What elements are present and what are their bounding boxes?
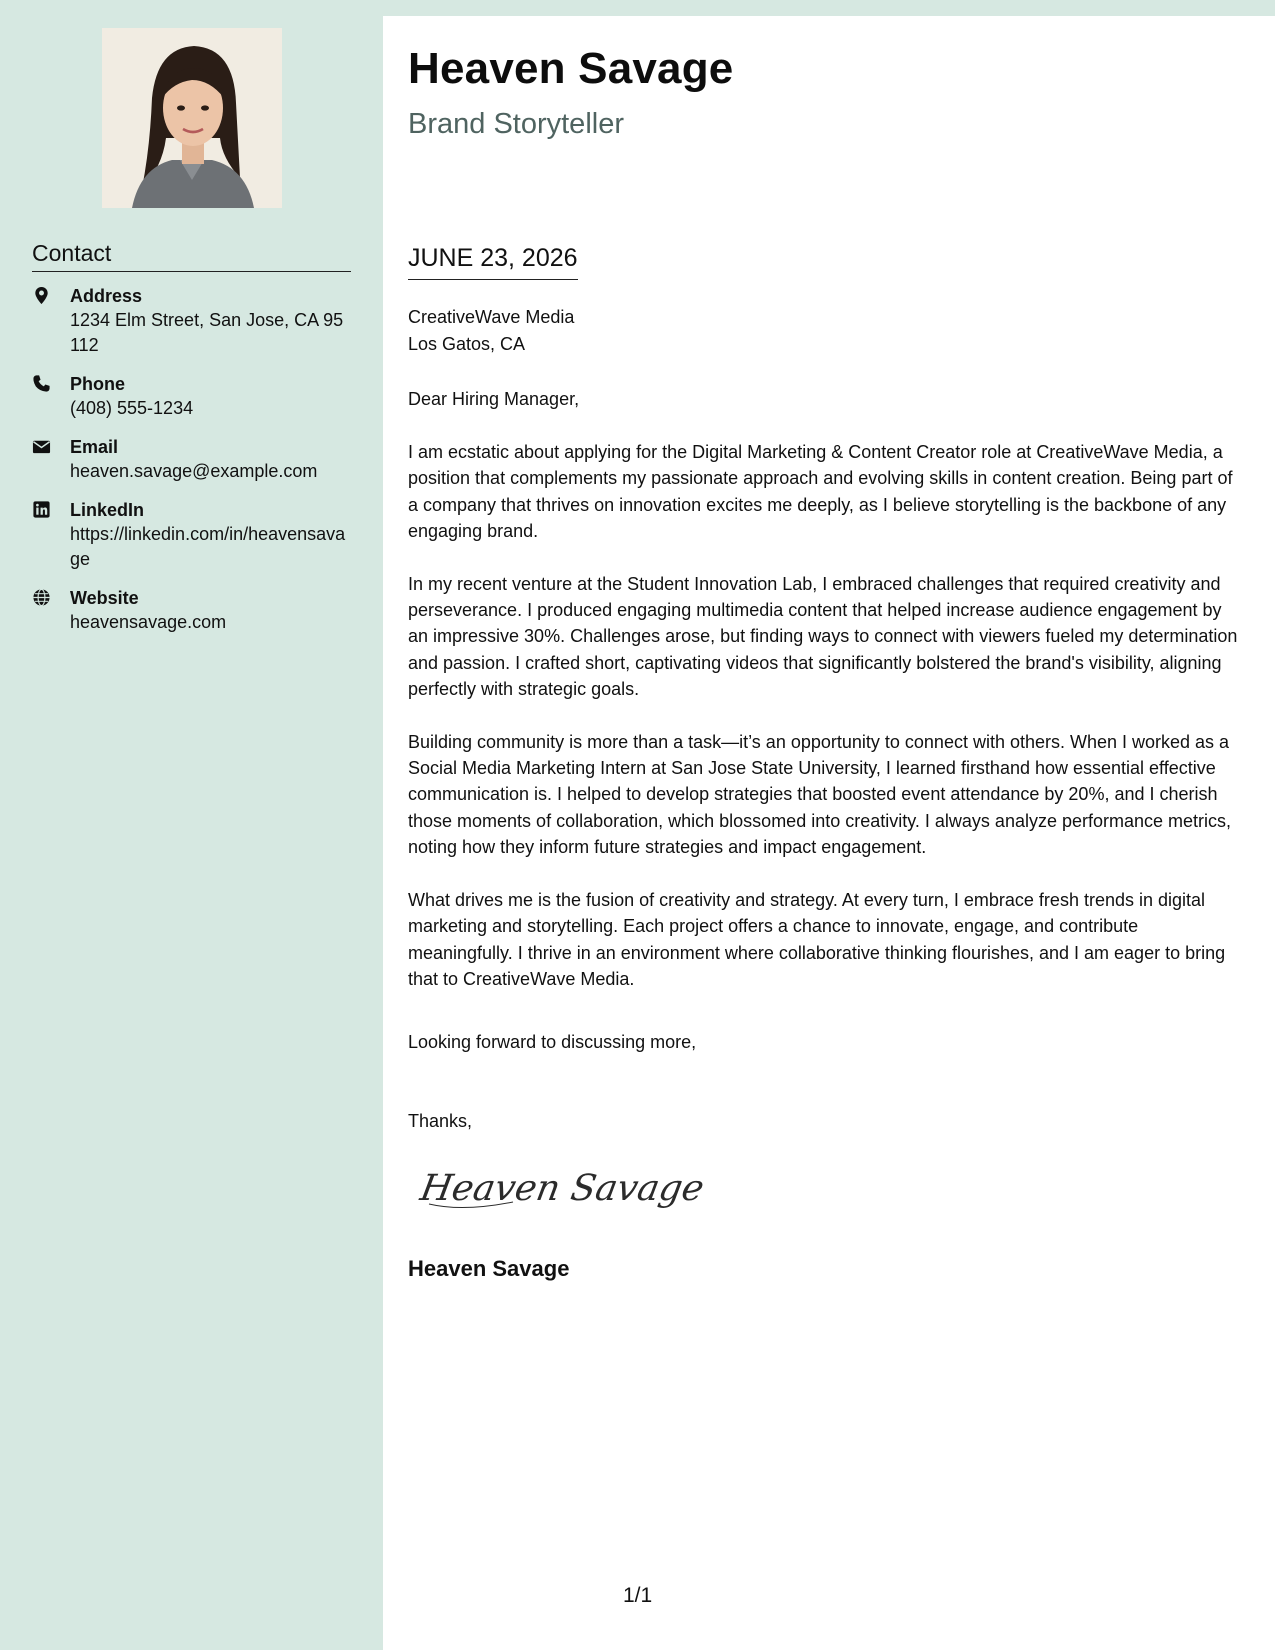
contact-label: Phone [70, 374, 126, 394]
body-paragraph: I am ecstatic about applying for the Digital Marketing & Content Creator role at CreativeWave Media, a position that complements my passionate approach and evolving skills in content creation. Being part of a company that thrives on innovation excites me deeply, as I believe storytelling is the backbone of any engaging brand. [408, 442, 1233, 542]
phone-value[interactable]: (408) 555-1234 [70, 398, 194, 418]
globe-icon [32, 586, 70, 607]
recipient-block [408, 304, 574, 358]
body-paragraph: Building community is more than a task—it’s an opportunity to connect with others. When I worked as a Social Media Marketing Intern at San Jose State University, I learned firsthand how essential effective communication is. I helped to develop strategies that boosted event attendance by 20%, and I cherish those moments of collaboration, which blossomed into creativity. I always analyze performance metrics, noting how they inform future strategies and impact engagement. [408, 731, 1232, 858]
contact-item-website [32, 586, 352, 635]
contact-label: Address [70, 286, 143, 306]
body-paragraph: In my recent venture at the Student Innovation Lab, I embraced challenges that required creativity and perseverance. I produced engaging multimedia content that helped increase audience engagement by an impressive 30%. Challenges arose, but finding ways to connect with viewers fueled my determination and passion. I crafted short, captivating videos that significantly bolstered the brand's visibility, aligning perfectly with strategic goals. [408, 573, 1238, 700]
linkedin-icon [32, 498, 70, 519]
recipient-company: CreativeWave Media [408, 307, 575, 327]
letter-panel [383, 16, 1275, 1650]
svg-text:Heaven Savage: Heaven Savage [417, 1166, 708, 1209]
contact-heading: Contact [32, 240, 351, 272]
contact-label: LinkedIn [70, 500, 145, 520]
handwritten-signature [417, 1154, 708, 1224]
letter-date: JUNE 23, 2026 [408, 244, 578, 280]
closing-line: Looking forward to discussing more, [408, 1032, 697, 1052]
profile-photo [102, 28, 282, 208]
contact-label: Website [70, 588, 139, 608]
map-pin-icon [32, 284, 70, 305]
page-number: 1/1 [623, 1584, 653, 1607]
contact-label: Email [70, 437, 119, 457]
salutation: Dear Hiring Manager, [408, 389, 580, 409]
contact-item-linkedin [32, 498, 352, 572]
email-value[interactable]: heaven.savage@example.com [70, 461, 318, 481]
signer-name: Heaven Savage [408, 1256, 570, 1281]
contact-item-phone [32, 372, 352, 421]
recipient-location: Los Gatos, CA [408, 334, 526, 354]
website-value[interactable]: heavensavage.com [70, 612, 227, 632]
body-paragraph: What drives me is the fusion of creativity and strategy. At every turn, I embrace fresh trends in digital marketing and storytelling. Each project offers a chance to innovate, engage, and contribute meaningfully. I thrive in an environment where collaborative thinking flourishes, and I am eager to bring that to CreativeWave Media. [408, 889, 1226, 989]
thanks-line: Thanks, [408, 1111, 473, 1131]
envelope-icon [32, 435, 70, 456]
applicant-role: Brand Storyteller [408, 108, 624, 140]
letter-body [408, 439, 1238, 1018]
sidebar [0, 0, 383, 1650]
portrait-photo [102, 28, 282, 208]
applicant-name: Heaven Savage [408, 44, 734, 93]
contact-item-address [32, 284, 352, 358]
linkedin-value[interactable]: https://linkedin.com/in/heavensavage [70, 524, 346, 569]
address-value: 1234 Elm Street, San Jose, CA 95112 [70, 310, 344, 355]
contact-item-email [32, 435, 352, 484]
contact-list [32, 284, 352, 649]
phone-icon [32, 372, 70, 393]
